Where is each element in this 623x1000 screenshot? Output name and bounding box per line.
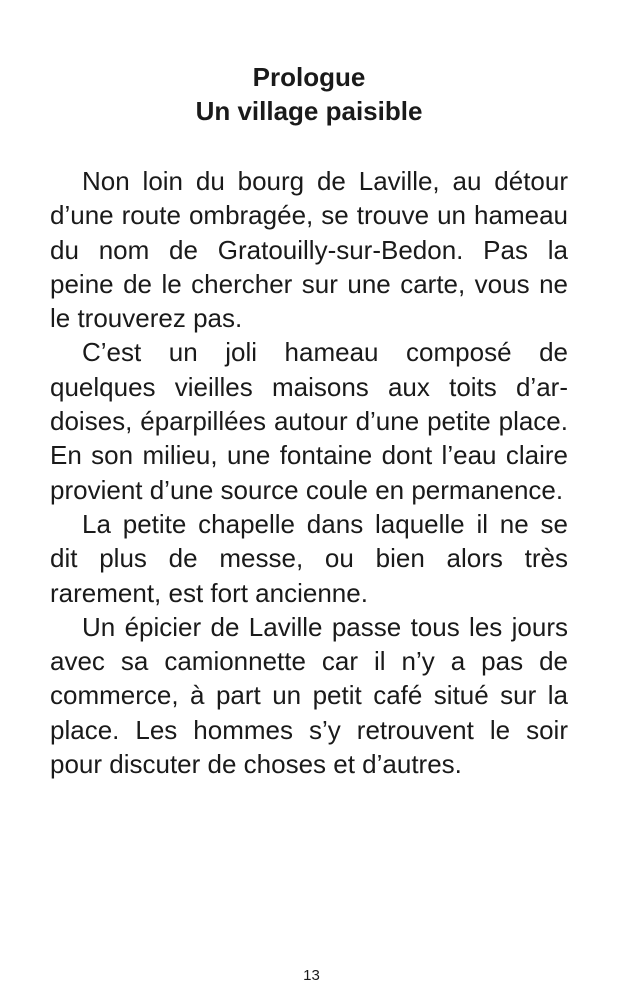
paragraph-4: Un épicier de Laville passe tous les jours avec sa camionnette car il n’y a pas de commerce, à part un petit café situé sur la place. Les hommes s’y retrouvent le soir pour discuter de choses et d’autres. [50,611,568,780]
page-number: 13 [303,967,320,984]
chapter-subtitle: Un village paisible [195,96,423,126]
paragraph-1: Non loin du bourg de Laville, au détour d’une route ombragée, se trouve un hameau du nom de Gratouilly-sur-Bedon. Pas la peine de le chercher sur une carte, vous ne le trouverez pas. [50,166,568,334]
chapter-title: Prologue [252,62,366,92]
paragraph-3: La petite chapelle dans laquelle il ne se dit plus de messe, ou bien alors très rarement, est fort ancienne. [50,508,568,608]
paragraph-2: C’est un joli hameau composé de quelques vieilles maisons aux toits d’ardoises, éparpillées autour d’une petite place. En son milieu, une fontaine dont l’eau claire provient d’une source coule en permanence. [50,337,568,505]
page-content [50,60,568,781]
